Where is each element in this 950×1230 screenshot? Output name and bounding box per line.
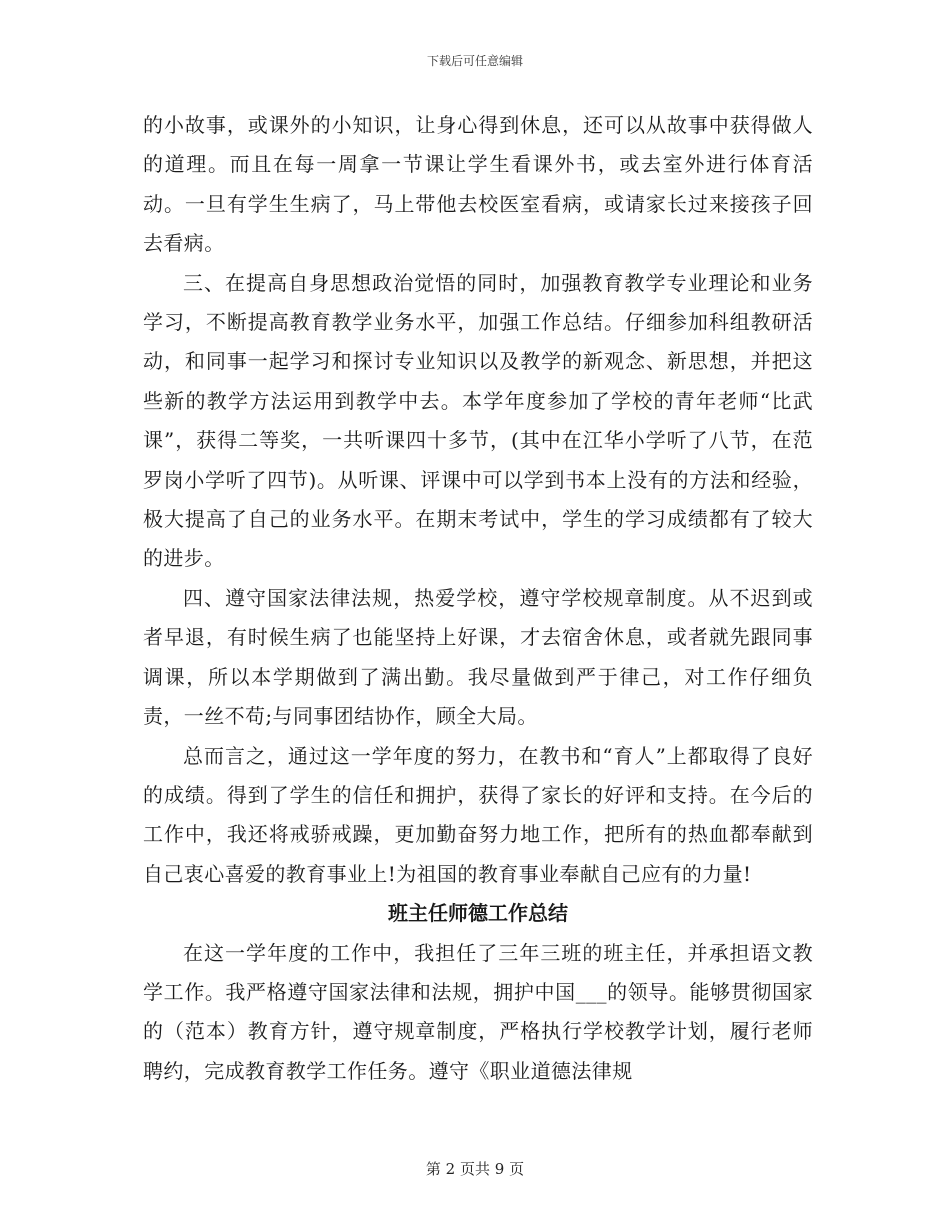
- section-title: 班主任师德工作总结: [388, 901, 568, 926]
- paragraph-1: 的小故事，或课外的小知识，让身心得到休息，还可以从故事中获得做人的道理。而且在每一周拿一节课让学生看课外书，或去室外进行体育活动。一旦有学生生病了，马上带他去校医室看病，或请家长过来接孩子回去看病。: [143, 113, 813, 256]
- paragraph-2: 三、在提高自身思想政治觉悟的同时，加强教育教学专业理论和业务学习，不断提高教育教学业务水平，加强工作总结。仔细参加科组教研活动，和同事一起学习和探讨专业知识以及教学的新观念、新思想，并把这些新的教学方法运用到教学中去。本学年度参加了学校的青年老师“比武课”，获得二等奖，一共听课四十多节，(其中在江华小学听了八节，在范罗岗小学听了四节)。从听课、评课中可以学到书本上没有的方法和经验，极大提高了自己的业务水平。在期末考试中，学生的学习成绩都有了较大的进步。: [143, 270, 813, 571]
- paragraph-4: 总而言之，通过这一学年度的努力，在教书和“育人”上都取得了良好的成绩。得到了学生的信任和拥护，获得了家长的好评和支持。在今后的工作中，我还将戒骄戒躁，更加勤奋努力地工作，把所有的热血都奉献到自己衷心喜爱的教育事业上!为祖国的教育事业奉献自己应有的力量!: [143, 743, 813, 886]
- paragraph-3: 四、遵守国家法律法规，热爱学校，遵守学校规章制度。从不迟到或者早退，有时候生病了也能坚持上好课，才去宿舍休息，或者就先跟同事调课，所以本学期做到了满出勤。我尽量做到严于律己，对工作仔细负责，一丝不苟;与同事团结协作，顾全大局。: [143, 585, 813, 729]
- page-footer: 第 2 页共 9 页: [425, 1160, 525, 1178]
- document-body: [143, 106, 813, 1091]
- paragraph-5: 在这一学年度的工作中，我担任了三年三班的班主任，并承担语文教学工作。我严格遵守国家法律和法规，拥护中国___的领导。能够贯彻国家的（范本）教育方针，遵守规章制度，严格执行学校教学计划，履行老师聘约，完成教育教学工作任务。遵守《职业道德法律规: [143, 940, 813, 1083]
- page-header: 下载后可任意编辑: [426, 54, 523, 68]
